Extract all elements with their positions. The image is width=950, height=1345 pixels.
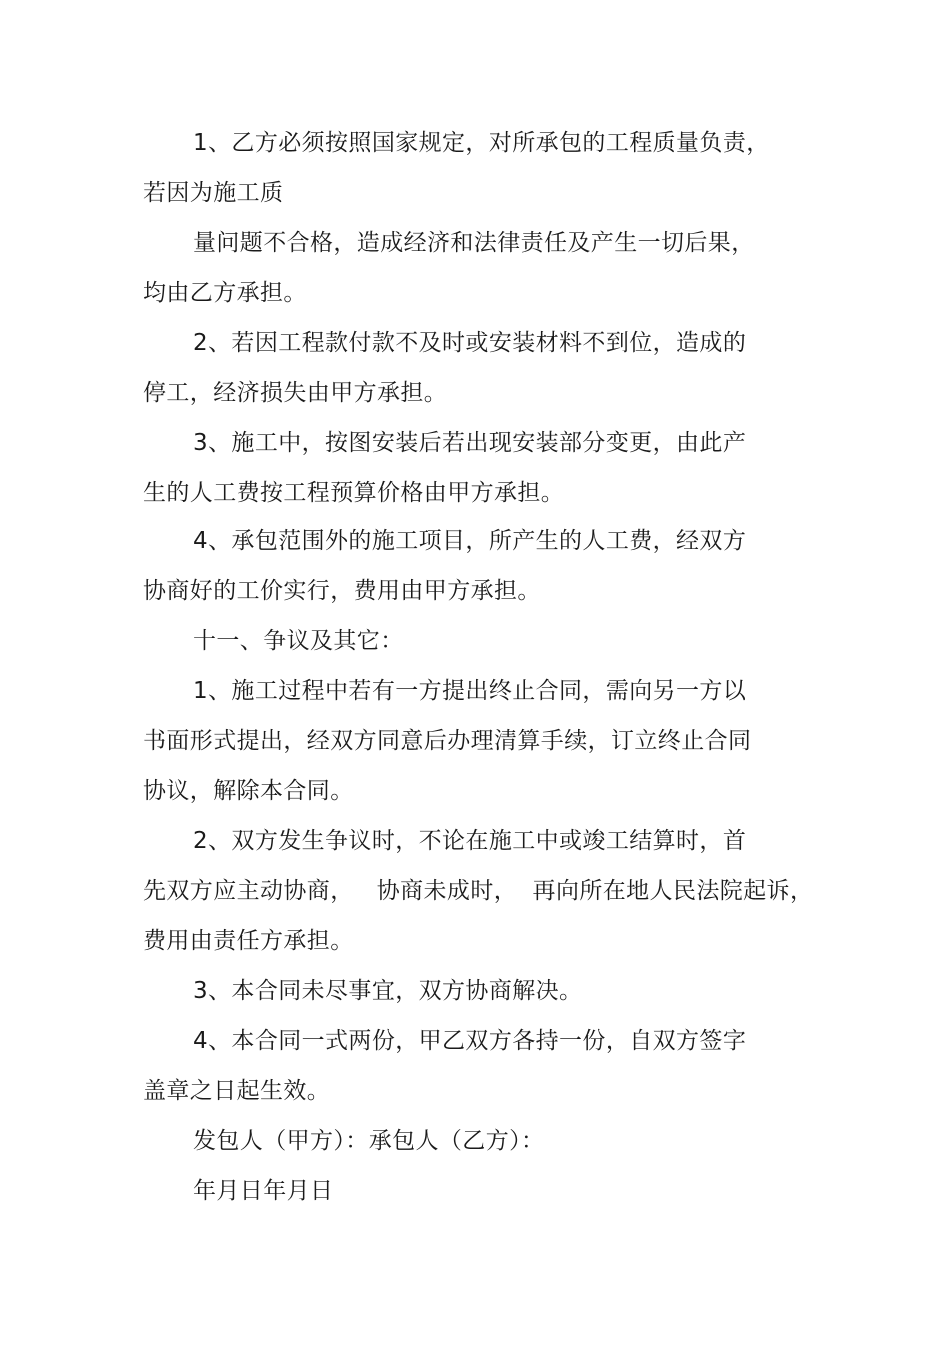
text-line: 2、若因工程款付款不及时或安装材料不到位，造成的 (193, 330, 747, 356)
text-line: 生的人工费按工程预算价格由甲方承担。 (143, 480, 565, 506)
section-heading: 十一、争议及其它： (193, 628, 404, 654)
text-line: 1、乙方必须按照国家规定，对所承包的工程质量负责， (193, 130, 770, 156)
text-line: 量问题不合格，造成经济和法律责任及产生一切后果， (193, 230, 755, 256)
text-line: 协议，解除本合同。 (143, 778, 354, 804)
text-line: 若因为施工质 (143, 180, 284, 206)
text-line: 3、本合同未尽事宜，双方协商解决。 (193, 978, 583, 1004)
text-line: 停工，经济损失由甲方承担。 (143, 380, 448, 406)
signature-parties-line: 发包人（甲方）：承包人（乙方）： (193, 1128, 545, 1154)
text-line: 费用由责任方承担。 (143, 928, 354, 954)
text-line: 2、双方发生争议时，不论在施工中或竣工结算时，首 (193, 828, 747, 854)
text-line: 4、承包范围外的施工项目，所产生的人工费，经双方 (193, 528, 747, 554)
text-line: 均由乙方承担。 (143, 280, 307, 306)
text-line: 先双方应主动协商， 协商未成时， 再向所在地人民法院起诉， (143, 878, 814, 904)
text-line: 协商好的工价实行，费用由甲方承担。 (143, 578, 541, 604)
signature-date-line: 年月日年月日 (193, 1178, 334, 1204)
text-line: 盖章之日起生效。 (143, 1078, 331, 1104)
text-line: 1、施工过程中若有一方提出终止合同，需向另一方以 (193, 678, 747, 704)
text-line: 书面形式提出，经双方同意后办理清算手续，订立终止合同 (143, 728, 752, 754)
text-line: 3、施工中，按图安装后若出现安装部分变更，由此产 (193, 430, 747, 456)
text-line: 4、本合同一式两份，甲乙双方各持一份，自双方签字 (193, 1028, 747, 1054)
